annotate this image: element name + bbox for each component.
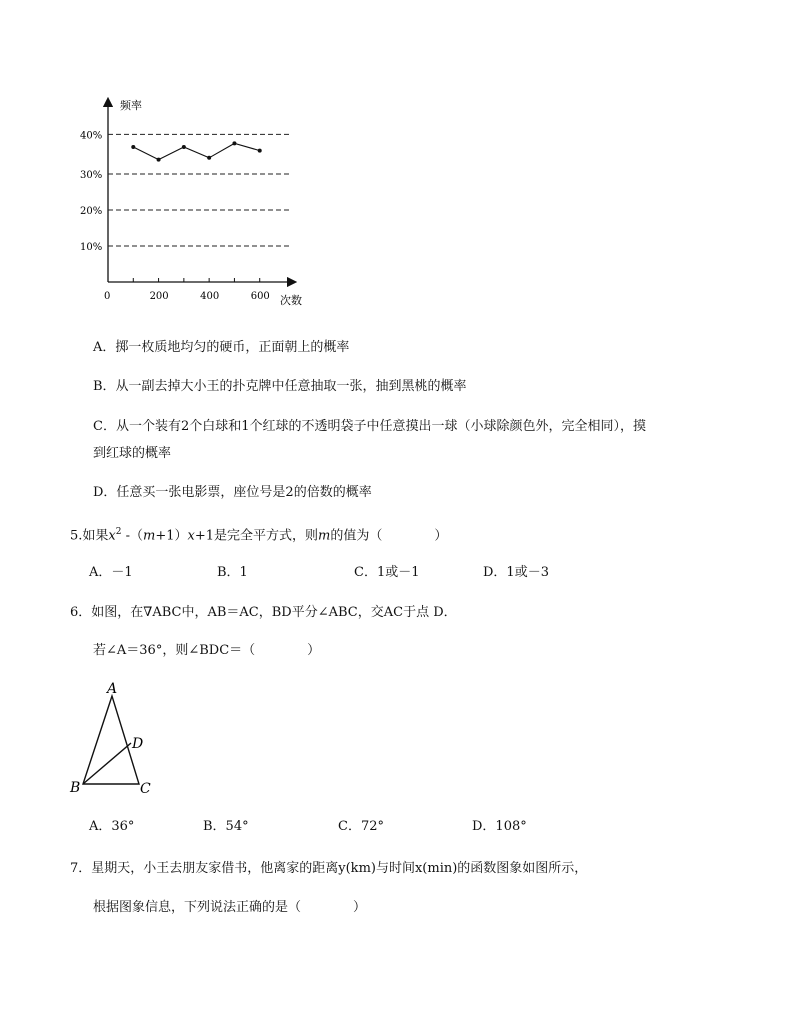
y-tick-label: 40% (80, 130, 103, 142)
data-point (258, 149, 262, 153)
q4-option-a: A．掷一枚质地均匀的硬币，正面朝上的概率 (93, 340, 350, 355)
y-tick-label: 30% (80, 170, 103, 181)
q6-option-a: A．36° (89, 819, 135, 834)
data-point (157, 158, 161, 162)
q5-question (70, 524, 447, 544)
q4-option-b: B．从一副去掉大小王的扑克牌中任意抽取一张，抽到黑桃的概率 (93, 379, 467, 394)
q5-option-a: A．－1 (89, 565, 133, 580)
data-point (182, 145, 186, 149)
q7-question: 7．星期天，小王去朋友家借书，他离家的距离y(km)与时间x(min)的函数图象如图所示， (70, 861, 588, 876)
vertex-label-a: A (107, 681, 118, 697)
q6-option-c: C．72° (338, 819, 384, 834)
q4-option-d: D．任意买一张电影票，座位号是2的倍数的概率 (93, 485, 372, 500)
chart-labels (80, 98, 302, 307)
q6-option-b: B．54° (203, 819, 249, 834)
frequency-line (133, 143, 259, 159)
vertex-label-b: B (70, 780, 81, 796)
q7-prompt: 根据图象信息，下列说法正确的是（ ） (93, 900, 367, 915)
q5-var-m2: m (318, 528, 331, 544)
y-tick-label: 10% (80, 242, 103, 253)
q4-option-c-line2: 到红球的概率 (93, 446, 172, 461)
x-tick-label: 400 (200, 291, 220, 302)
q5-suffix: +1是完全平方式，则 (194, 528, 319, 544)
q5-var-x2: x (187, 528, 195, 544)
data-point (207, 156, 211, 160)
chart-axes (108, 102, 292, 282)
q6-condition: 若∠A＝36°，则∠BDC＝（ ） (93, 643, 321, 658)
q5-exponent: 2 (115, 527, 122, 537)
point-label-d: D (132, 736, 144, 752)
q5-var-m: m (143, 528, 156, 544)
x-axis-title: 次数 (280, 294, 302, 307)
q6-option-d: D．108° (472, 819, 527, 834)
y-axis-title: 频率 (120, 99, 142, 112)
x-tick-label: 600 (250, 291, 270, 302)
triangle-figure (66, 680, 166, 798)
q5-var-x: x (108, 528, 116, 544)
q5-mid: -（ (121, 528, 144, 544)
chart-reference-lines (108, 134, 290, 246)
frequency-line-chart (80, 92, 320, 322)
q6-question: 6．如图，在∇ABC中，AB＝AC，BD平分∠ABC，交AC于点 D． (70, 605, 457, 620)
y-tick-label: 20% (80, 206, 103, 217)
q4-option-c-line1: C．从一个装有2个白球和1个红球的不透明袋子中任意摸出一球（小球除颜色外，完全相同），摸 (93, 419, 646, 434)
chart-series (131, 141, 261, 161)
q5-prefix: 5.如果 (70, 528, 109, 544)
vertex-label-c: C (140, 781, 151, 797)
x-tick-label: 200 (149, 291, 169, 302)
q5-tail: 的值为（ ） (330, 528, 448, 544)
q5-mid2: +1） (155, 528, 188, 544)
origin-label: 0 (104, 291, 111, 302)
triangle-abc (83, 696, 139, 784)
data-point (232, 141, 236, 145)
q5-option-d: D．1或－3 (483, 565, 549, 580)
q5-option-b: B．1 (217, 565, 248, 580)
data-point (131, 145, 135, 149)
q5-option-c: C．1或－1 (354, 565, 420, 580)
